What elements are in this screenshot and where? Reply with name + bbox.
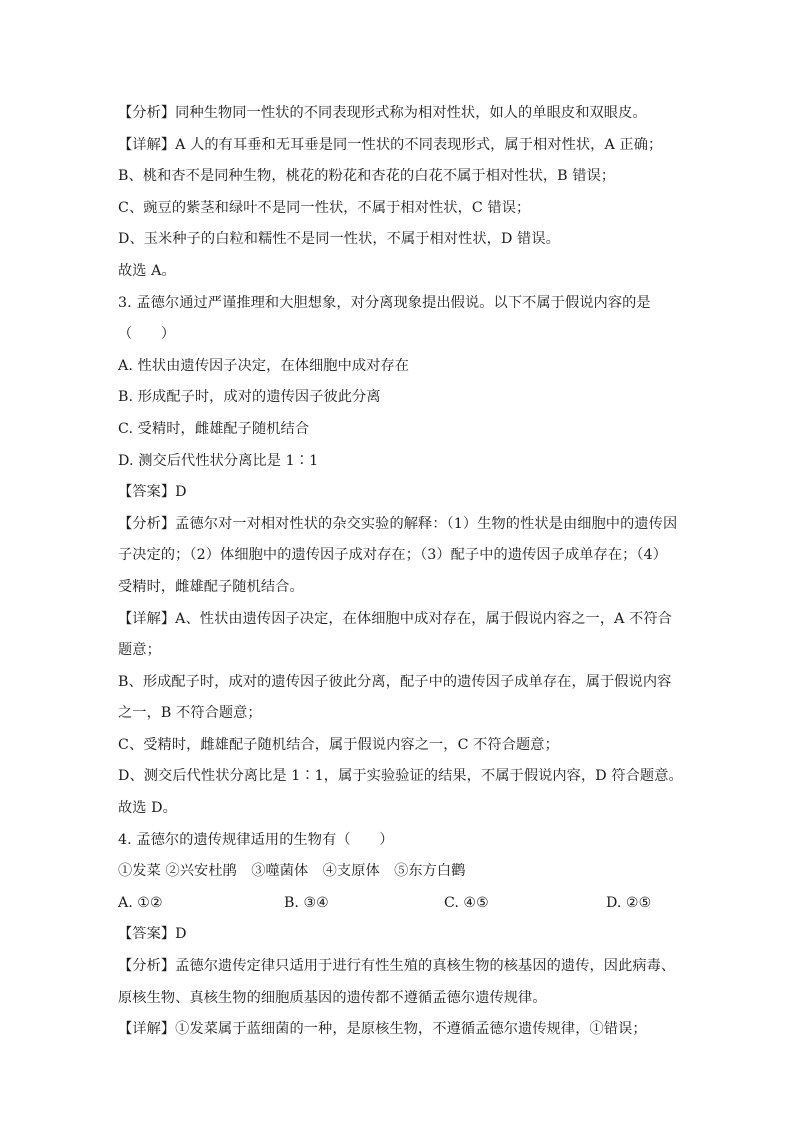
- explanation-line: 【详解】A 人的有耳垂和无耳垂是同一性状的不同表现形式，属于相对性状，A 正确；: [118, 136, 663, 153]
- question-stem: 3. 孟德尔通过严谨推理和大胆想象，对分离现象提出假说。以下不属于假说内容的是: [118, 294, 651, 311]
- answer-line: 【答案】D: [118, 926, 187, 943]
- document-page: [118, 98, 683, 1046]
- explanation-line: B、形成配子时，成对的遗传因子彼此分离，配子中的遗传因子成单存在，属于假说内容: [118, 673, 672, 690]
- explanation-line: D、玉米种子的白粒和糯性不是同一性状，不属于相对性状，D 错误。: [118, 231, 560, 248]
- explanation-line: 【详解】①发菜属于蓝细菌的一种，是原核生物，不遵循孟德尔遗传规律，①错误；: [118, 1021, 647, 1038]
- analysis-line: 子决定的；（2）体细胞中的遗传因子成对存在；（3）配子中的遗传因子成单存在；（4）: [118, 547, 668, 564]
- option-c: C. 受精时，雌雄配子随机结合: [118, 420, 310, 437]
- option-b: B. 形成配子时，成对的遗传因子彼此分离: [118, 389, 381, 406]
- option-b: B. ③④: [284, 894, 329, 911]
- explanation-line: 之一，B 不符合题意；: [118, 705, 262, 722]
- analysis-line: 【分析】同种生物同一性状的不同表现形式称为相对性状，如人的单眼皮和双眼皮。: [118, 105, 647, 121]
- explanation-line: C、受精时，雌雄配子随机结合，属于假说内容之一，C 不符合题意；: [118, 736, 559, 753]
- analysis-line: 【分析】孟德尔遗传定律只适用于进行有性生殖的真核生物的核基因的遗传，因此病毒、: [118, 958, 676, 975]
- explanation-line: C、豌豆的紫茎和绿叶不是同一性状，不属于相对性状，C 错误；: [118, 199, 531, 216]
- analysis-line: 受精时，雌雄配子随机结合。: [118, 578, 304, 595]
- explanation-line: 【详解】A、性状由遗传因子决定，在体细胞中成对存在，属于假说内容之一，A 不符合: [118, 610, 672, 627]
- explanation-line: 题意；: [118, 642, 161, 659]
- option-a: A. 性状由遗传因子决定，在体细胞中成对存在: [118, 357, 410, 374]
- explanation-line: B、桃和杏不是同种生物，桃花的粉花和杏花的白花不属于相对性状，B 错误；: [118, 168, 616, 185]
- option-d: D. ②⑤: [606, 894, 652, 911]
- analysis-line: 【分析】孟德尔对一对相对性状的杂交实验的解释：（1）生物的性状是由细胞中的遗传因: [118, 515, 678, 532]
- analysis-line: 原核生物、真核生物的细胞质基因的遗传都不遵循孟德尔遗传规律。: [118, 989, 547, 1006]
- option-c: C. ④⑤: [444, 894, 489, 911]
- question-items: ①发菜 ②兴安杜鹃 ③噬菌体 ④支原体 ⑤东方白鹳: [118, 863, 466, 880]
- option-d: D. 测交后代性状分离比是 1∶1: [118, 452, 319, 469]
- question-options: [118, 888, 678, 920]
- question-blank: （ ）: [118, 326, 176, 343]
- conclusion-line: 故选 A。: [118, 262, 176, 279]
- explanation-line: D、测交后代性状分离比是 1∶1，属于实验验证的结果，不属于假说内容，D 符合题意。: [118, 768, 683, 785]
- question-stem: 4. 孟德尔的遗传规律适用的生物有（ ）: [118, 831, 394, 848]
- conclusion-line: 故选 D。: [118, 800, 177, 817]
- answer-line: 【答案】D: [118, 484, 187, 501]
- option-a: A. ①②: [118, 894, 163, 911]
